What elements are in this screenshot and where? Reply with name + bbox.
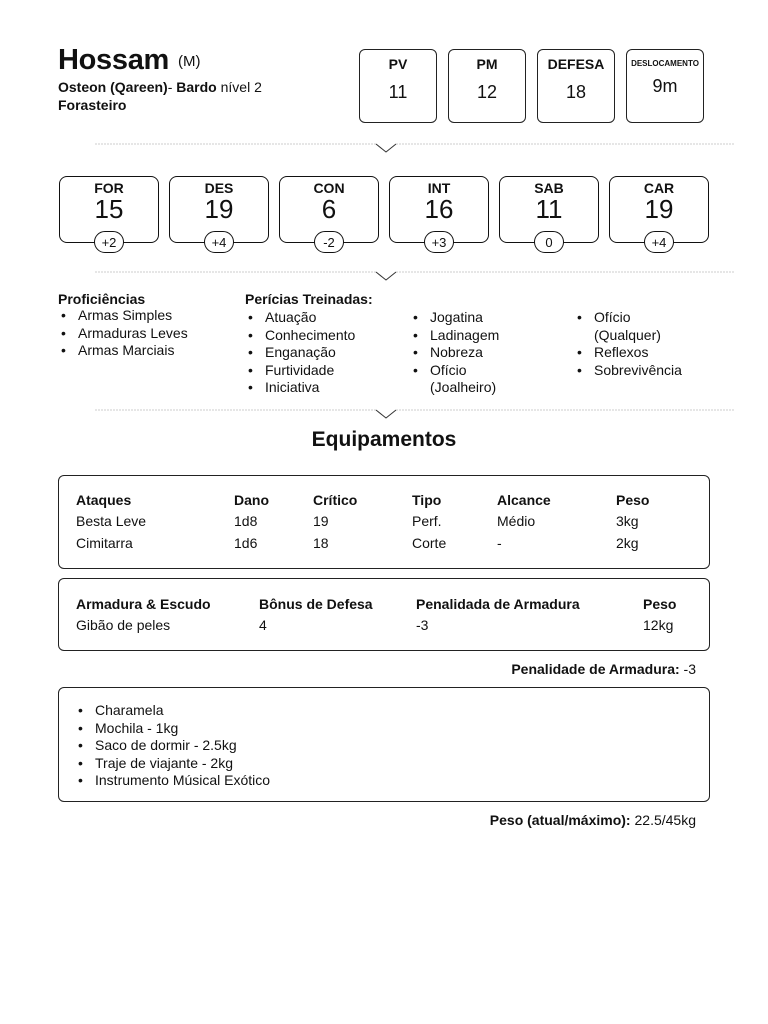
list-item: • Saco de dormir - 2.5kg bbox=[76, 737, 270, 755]
armor-penalty-note bbox=[511, 661, 696, 677]
list-item: • Sobrevivência bbox=[574, 362, 686, 380]
table-cell: 1d8 bbox=[234, 513, 258, 529]
weight-label: Peso (atual/máximo): bbox=[489, 812, 631, 828]
list-item: • Instrumento Músical Exótico bbox=[76, 772, 270, 790]
stat-value: 18 bbox=[565, 82, 587, 102]
attribute-modifier: 0 bbox=[534, 231, 564, 253]
character-subline bbox=[58, 79, 262, 95]
list-item: • Jogatina bbox=[410, 309, 522, 327]
separator: - bbox=[167, 79, 177, 95]
list-item: • Reflexos bbox=[574, 344, 686, 362]
stat-box-pm bbox=[448, 49, 526, 123]
attribute-label: CAR bbox=[643, 180, 675, 196]
stat-label: PM bbox=[476, 56, 498, 72]
column-header: Alcance bbox=[497, 492, 551, 508]
attribute-value: 6 bbox=[321, 194, 337, 224]
stat-label: DESLOCAMENTO bbox=[631, 59, 699, 68]
attacks-table bbox=[58, 475, 710, 569]
items-box bbox=[58, 687, 710, 802]
attribute-modifier: +2 bbox=[94, 231, 124, 253]
list-item: • Furtividade bbox=[245, 362, 405, 380]
proficiencies-list bbox=[58, 307, 208, 360]
attribute-label: CON bbox=[313, 180, 345, 196]
list-item: • Nobreza bbox=[410, 344, 522, 362]
table-cell: Corte bbox=[412, 535, 447, 551]
table-cell: Besta Leve bbox=[76, 513, 147, 529]
attribute-label: INT bbox=[427, 180, 451, 196]
skills-title: Perícias Treinadas: bbox=[245, 291, 373, 307]
table-cell: 4 bbox=[259, 617, 267, 633]
column-header: Armadura & Escudo bbox=[76, 596, 211, 612]
proficiencies-title: Proficiências bbox=[58, 291, 146, 307]
attribute-label: FOR bbox=[94, 180, 124, 196]
attribute-modifier: +4 bbox=[644, 231, 674, 253]
stat-label: DEFESA bbox=[547, 56, 605, 72]
character-gender: (M) bbox=[178, 53, 201, 70]
stat-value: 11 bbox=[388, 82, 408, 102]
table-cell: Cimitarra bbox=[76, 535, 133, 551]
attribute-value: 11 bbox=[535, 194, 563, 224]
character-level: nível 2 bbox=[220, 79, 262, 95]
weight-note bbox=[490, 812, 696, 828]
armor-penalty-value: -3 bbox=[679, 661, 696, 677]
attribute-box-des bbox=[169, 176, 269, 250]
list-item: • Iniciativa bbox=[245, 379, 405, 397]
table-cell: Médio bbox=[497, 513, 536, 529]
armor-penalty-label: Penalidade de Armadura: bbox=[511, 661, 680, 677]
table-cell: Gibão de peles bbox=[76, 617, 171, 633]
stat-value: 12 bbox=[476, 82, 498, 102]
list-item: • Armaduras Leves bbox=[58, 325, 208, 343]
list-item: • Conhecimento bbox=[245, 327, 405, 345]
proficiencies-section bbox=[58, 291, 208, 360]
skills-list-col3 bbox=[574, 309, 686, 379]
weight-value: 22.5/45kg bbox=[630, 812, 696, 828]
items-list bbox=[76, 702, 270, 790]
list-item: • Charamela bbox=[76, 702, 270, 720]
list-item: • Ladinagem bbox=[410, 327, 522, 345]
table-cell: 1d6 bbox=[234, 535, 258, 551]
equipment-title: Equipamentos bbox=[311, 428, 457, 451]
column-header: Penalidada de Armadura bbox=[416, 596, 580, 612]
character-background: Forasteiro bbox=[58, 97, 127, 113]
section-divider bbox=[95, 404, 735, 420]
character-race: Osteon (Qareen) bbox=[58, 79, 168, 95]
table-cell: 3kg bbox=[616, 513, 639, 529]
character-name: Hossam bbox=[58, 44, 170, 76]
list-item: • Atuação bbox=[245, 309, 405, 327]
armor-table bbox=[58, 578, 710, 651]
list-item: • Armas Simples bbox=[58, 307, 208, 325]
table-cell: 2kg bbox=[616, 535, 639, 551]
list-item: • Ofício (Qualquer) bbox=[574, 309, 686, 344]
attribute-modifier: +3 bbox=[424, 231, 454, 253]
attribute-box-con bbox=[279, 176, 379, 250]
list-item: • Ofício (Joalheiro) bbox=[410, 362, 522, 397]
list-item: • Mochila - 1kg bbox=[76, 720, 270, 738]
attribute-box-int bbox=[389, 176, 489, 250]
stat-label: PV bbox=[388, 56, 408, 72]
attribute-value: 19 bbox=[204, 194, 234, 224]
stat-box-deslocamento bbox=[626, 49, 704, 123]
list-item: • Enganação bbox=[245, 344, 405, 362]
character-class: Bardo bbox=[176, 79, 217, 95]
stat-box-defesa bbox=[537, 49, 615, 123]
column-header: Peso bbox=[616, 492, 650, 508]
column-header: Peso bbox=[643, 596, 677, 612]
attribute-label: SAB bbox=[534, 180, 564, 196]
list-item: • Traje de viajante - 2kg bbox=[76, 755, 270, 773]
column-header: Tipo bbox=[412, 492, 442, 508]
skills-list-col1 bbox=[245, 309, 405, 397]
list-item: • Armas Marciais bbox=[58, 342, 208, 360]
table-cell: 12kg bbox=[643, 617, 674, 633]
attribute-modifier: -2 bbox=[314, 231, 344, 253]
attribute-label: DES bbox=[204, 180, 234, 196]
attribute-box-sab bbox=[499, 176, 599, 250]
column-header: Dano bbox=[234, 492, 269, 508]
column-header: Bônus de Defesa bbox=[259, 596, 373, 612]
table-cell: 18 bbox=[313, 535, 329, 551]
table-cell: - bbox=[497, 535, 502, 551]
column-header: Ataques bbox=[76, 492, 132, 508]
attribute-box-for bbox=[59, 176, 159, 250]
attribute-modifier: +4 bbox=[204, 231, 234, 253]
stat-box-pv bbox=[359, 49, 437, 123]
section-divider bbox=[95, 266, 735, 282]
table-cell: 19 bbox=[313, 513, 329, 529]
section-divider bbox=[95, 138, 735, 154]
table-cell: Perf. bbox=[412, 513, 442, 529]
stat-value: 9m bbox=[652, 76, 678, 96]
attribute-value: 19 bbox=[644, 194, 674, 224]
skills-list-col2 bbox=[410, 309, 522, 397]
table-cell: -3 bbox=[416, 617, 429, 633]
attribute-value: 15 bbox=[94, 194, 124, 224]
attribute-value: 16 bbox=[424, 194, 454, 224]
column-header: Crítico bbox=[313, 492, 358, 508]
attribute-box-car bbox=[609, 176, 709, 250]
